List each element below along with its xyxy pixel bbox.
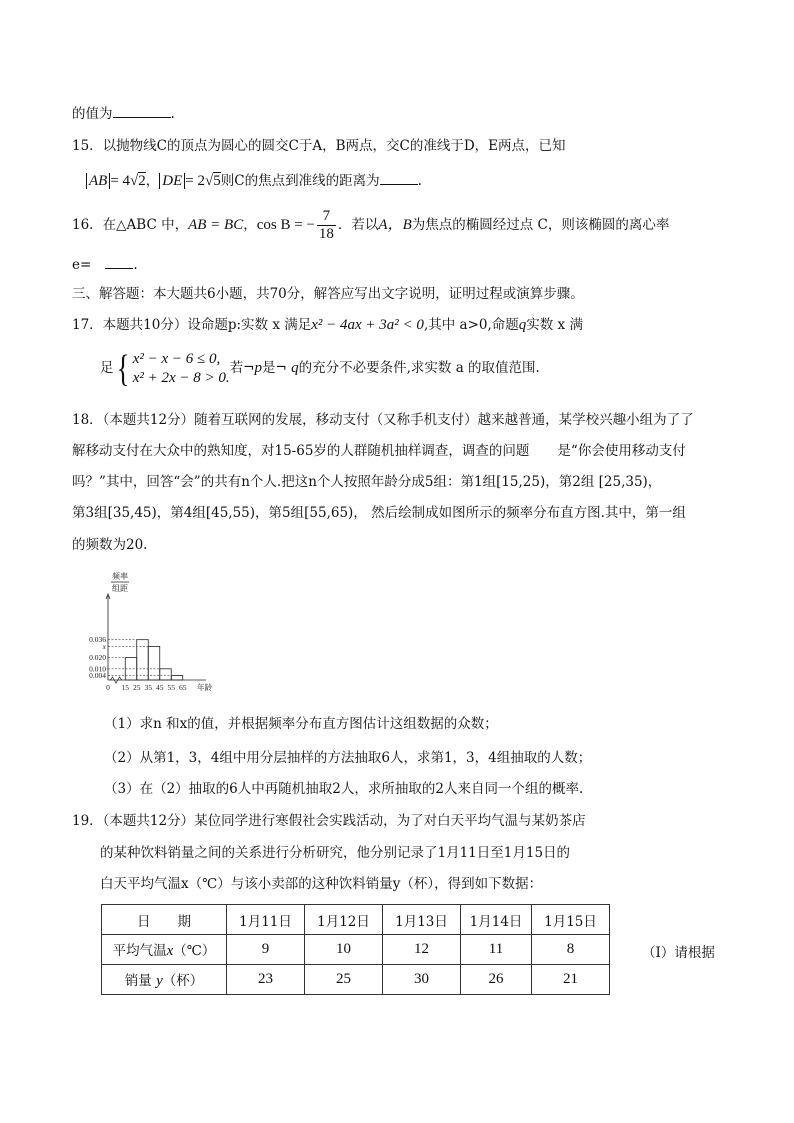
section-3-header: 三、解答题：本大题共6小题，共70分，解答应写出文字说明，证明过程或演算步骤。 bbox=[72, 286, 584, 302]
histogram-bar bbox=[137, 640, 149, 680]
table-row-label: 销量 y（杯） bbox=[102, 965, 227, 995]
q15-stem-line1: 15．以抛物线C的顶点为圆心的圆交C于A，B两点，交C的准线于D，E两点，已知 bbox=[72, 138, 566, 154]
temperature-sales-table bbox=[101, 904, 610, 995]
q18-stem-line4: 第3组[35,45)，第4组[45,55)，第5组[55,65)， 然后绘制成如图所示的频率分布直方图.其中，第一组 bbox=[72, 505, 686, 521]
q19-stem-line3: 白天平均气温x（℃）与该小卖部的这种饮料销量y（杯），得到如下数据： bbox=[100, 876, 543, 892]
q16-stem-line1: 16．在△ABC 中，AB = BC，cos B = − $\frac{7}{18}$ ．若以A，B为焦点的椭圆经过点 C，则该椭圆的离心率 bbox=[72, 208, 670, 242]
q16-stem-line2: e= . bbox=[72, 254, 138, 275]
histogram-bar bbox=[160, 669, 172, 680]
y-tick-label: 0.020 bbox=[89, 653, 106, 663]
q18-stem-line5: 的频数为20. bbox=[72, 537, 148, 553]
x-axis-label: 年龄 bbox=[197, 683, 212, 692]
table-cell: 26 bbox=[461, 965, 532, 995]
x-tick-label: 45 bbox=[156, 683, 164, 692]
table-row bbox=[102, 965, 610, 995]
q19-stem-line1: 19．（本题共12分）某位同学进行寒假社会实践活动，为了对白天平均气温与某奶茶店 bbox=[72, 813, 586, 829]
answer-blank bbox=[113, 103, 171, 118]
x-tick-label: 65 bbox=[179, 683, 187, 692]
table-cell: 1月15日 bbox=[532, 905, 610, 935]
x-tick-label: 55 bbox=[167, 683, 175, 692]
x-tick-label: 25 bbox=[133, 683, 141, 692]
q19-side-text: （Ⅰ）请根据 bbox=[642, 945, 715, 961]
y-tick-label: x bbox=[102, 641, 106, 651]
q19-stem-line2: 的某种饮料销量之间的关系进行分析研究，他分别记录了1月11日至1月15日的 bbox=[100, 845, 571, 861]
y-tick-label: 0.010 bbox=[89, 664, 106, 674]
table-header-row bbox=[102, 905, 610, 935]
q18-stem-line1: 18．（本题共12分）随着互联网的发展，移动支付（又称手机支付）越来越普通，某学校兴趣小组为了了 bbox=[72, 412, 694, 428]
answer-blank bbox=[380, 170, 418, 185]
table-cell: 1月13日 bbox=[383, 905, 461, 935]
frequency-histogram bbox=[80, 570, 220, 702]
table-cell: 日 期 bbox=[102, 905, 227, 935]
q18-sub1: （1）求n 和x的值，并根据频率分布直方图估计这组数据的众数； bbox=[104, 716, 498, 732]
q18-stem-line3: 吗？”其中，回答“会”的共有n个人.把这n个人按照年龄分成5组：第1组[15,25)，第2组 [25,35)， bbox=[72, 474, 662, 490]
q17-stem-line1: 17．本题共10分）设命题p:实数 x 满足x² − 4ax + 3a² < 0,其中 a>0,命题q实数 x 满 bbox=[72, 317, 583, 333]
table-cell: 10 bbox=[305, 935, 383, 965]
table-cell: 1月11日 bbox=[227, 905, 305, 935]
x-tick-label: 35 bbox=[144, 683, 152, 692]
y-tick-label: 0.036 bbox=[89, 635, 106, 645]
table-row bbox=[102, 935, 610, 965]
table-cell: 25 bbox=[305, 965, 383, 995]
q17-stem-line2: 足 { x² − x − 6 ≤ 0, x² + 2x − 8 > 0. 若¬p是¬ q的充分不必要条件,求实数 a 的取值范围. bbox=[100, 347, 540, 390]
q18-sub3: （3）在（2）抽取的6人中再随机抽取2人，求所抽取的2人来自同一个组的概率. bbox=[104, 781, 584, 797]
table-cell: 30 bbox=[383, 965, 461, 995]
table-cell: 9 bbox=[227, 935, 305, 965]
q18-stem-line2: 解移动支付在大众中的熟知度，对15-65岁的人群随机抽样调查，调查的问题 是“你会使用移动支付 bbox=[72, 443, 686, 459]
table-cell: 12 bbox=[383, 935, 461, 965]
answer-blank bbox=[105, 254, 133, 269]
table-cell: 11 bbox=[461, 935, 532, 965]
histogram-bar bbox=[148, 646, 160, 680]
y-tick-label: 0.004 bbox=[89, 671, 106, 681]
q15-stem-line2: AB = 4√2， DE = 2√5则C的焦点到准线的距离为 . bbox=[86, 170, 422, 191]
x-tick-label: 0 bbox=[106, 683, 110, 692]
x-tick-label: 15 bbox=[121, 683, 129, 692]
y-axis-label-top: 频率 bbox=[112, 572, 128, 581]
q18-sub2: （2）从第1，3，4组中用分层抽样的方法抽取6人，求第1，3，4组抽取的人数； bbox=[104, 750, 592, 766]
q14-continuation: 的值为 . bbox=[72, 103, 175, 124]
histogram-bar bbox=[171, 676, 183, 680]
equation-system: { x² − x − 6 ≤ 0, x² + 2x − 8 > 0. bbox=[116, 347, 230, 390]
table-cell: 23 bbox=[227, 965, 305, 995]
y-axis-label-bottom: 组距 bbox=[112, 584, 128, 593]
fraction: $\frac{7}{18}$ bbox=[318, 208, 334, 242]
table-cell: 1月14日 bbox=[461, 905, 532, 935]
left-brace-icon: { bbox=[116, 347, 130, 390]
table-cell: 1月12日 bbox=[305, 905, 383, 935]
table-cell: 8 bbox=[532, 935, 610, 965]
table-cell: 21 bbox=[532, 965, 610, 995]
table-row-label: 平均气温x（℃） bbox=[102, 935, 227, 965]
